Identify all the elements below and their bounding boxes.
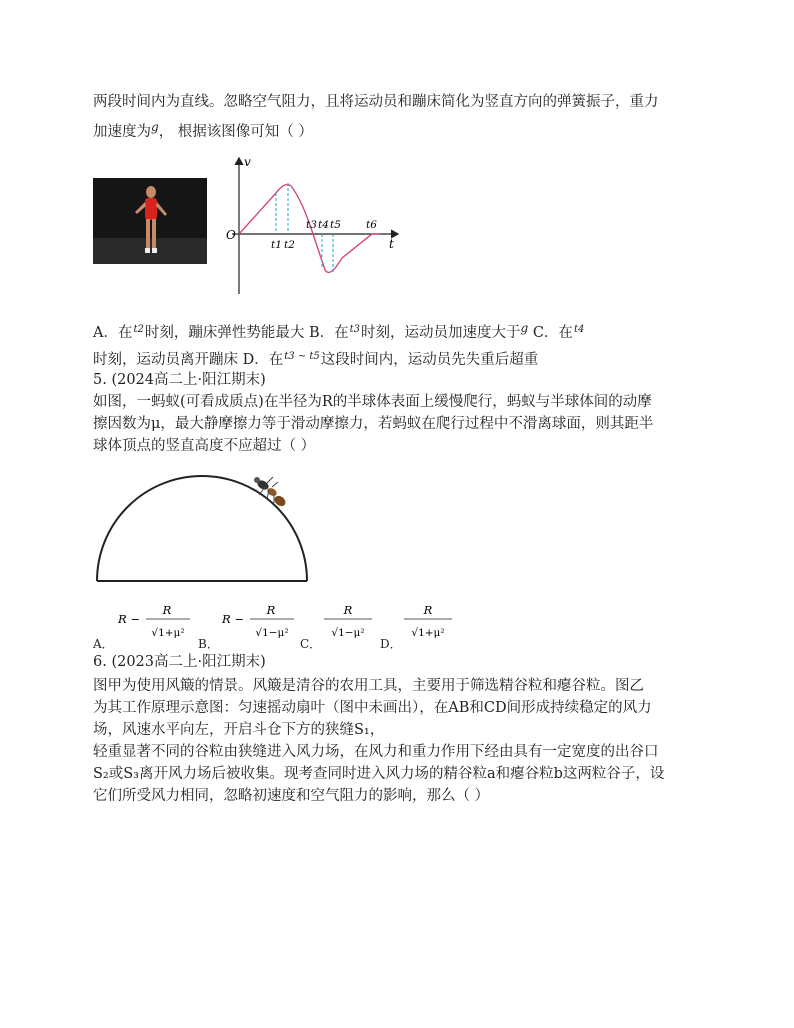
tick-t6: t6 (366, 219, 377, 231)
v-label: v (244, 155, 251, 169)
q5-header: 5. (2024高二上·阳江期末) (93, 372, 266, 388)
q4-option-c-rest: 时刻，运动员离开蹦床 D．在 (93, 352, 284, 368)
q5-text-line2: 擦因数为μ，最大静摩擦力等于滑动摩擦力，若蚂蚁在爬行过程中不滑离球面，则其距半 (93, 416, 654, 432)
tick-t2: t2 (284, 239, 295, 251)
q5-option-a: A． (93, 637, 114, 651)
velocity-time-graph (222, 152, 402, 297)
q4-option-b-g: g (520, 321, 529, 335)
q5-text-line3: 球体顶点的竖直高度不应超过（ ） (93, 438, 316, 454)
q4-option-b-rest: 时刻，运动员加速度大于 (361, 325, 521, 341)
tick-t4: t4 (318, 219, 329, 231)
q4-text-accel: 加速度为 (93, 124, 151, 140)
q5-text-line1: 如图，一蚂蚁(可看成质点)在半径为R的半球体表面上缓慢爬行，蚂蚁与半球体间的动摩 (93, 394, 652, 410)
q5-formula-a-num: R (162, 603, 172, 617)
q5-formula-c-den: √1−μ² (331, 627, 365, 639)
q5-formula-a-left: R − (118, 612, 140, 626)
q5-option-c: C． (300, 637, 322, 651)
q6-text-line3: 场，风速水平向左，开启斗仓下方的狭缝S₁， (93, 722, 385, 738)
q4-g-symbol: g (151, 120, 159, 134)
q4-text-line1: 两段时间内为直线。忽略空气阻力，且将运动员和蹦床简化为竖直方向的弹簧振子，重力 (93, 94, 659, 110)
q5-formula-c-num: R (343, 603, 353, 617)
q5-formula-b-left: R − (222, 612, 244, 626)
q4-options-line2 (93, 347, 538, 370)
q6-text-line2: 为其工作原理示意图：匀速摇动扇叶（图中未画出），在AB和CD间形成持续稳定的风力 (93, 700, 652, 716)
tick-t5: t5 (330, 219, 341, 231)
q6-text-line4: 轻重显著不同的谷粒由狭缝进入风力场，在风力和重力作用下经由具有一定宽度的出谷口 (93, 744, 659, 760)
q4-option-a-rest: 时刻，蹦床弹性势能最大 B．在 (144, 325, 349, 341)
q5-option-d: D． (380, 637, 402, 651)
q6-header: 6. (2023高二上·阳江期末) (93, 654, 266, 670)
q4-option-a-text: A．在 (93, 325, 133, 341)
athlete-figure (93, 178, 207, 264)
q5-formula-a (116, 600, 196, 644)
t-label: t (389, 237, 394, 251)
q5-formula-b (220, 600, 300, 644)
q5-formula-b-den: √1−μ² (255, 627, 289, 639)
trampoline-athlete-photo (93, 178, 207, 264)
q5-formula-d-num: R (423, 603, 433, 617)
q5-formula-d-den: √1+μ² (411, 627, 445, 639)
q4-text-question: ， 根据该图像可知（ ） (158, 124, 313, 140)
tick-t3: t3 (306, 219, 317, 231)
q4-option-c-text: C．在 (532, 325, 573, 341)
q6-text-line1: 图甲为使用风簸的情景。风簸是清谷的农用工具，主要用于筛选精谷粒和瘪谷粒。图乙 (93, 678, 644, 694)
q4-option-b-symbol: t3 (349, 324, 361, 335)
q4-option-d-rest: 这段时间内，运动员先失重后超重 (320, 352, 539, 368)
q5-formula-c (320, 600, 376, 644)
q5-option-b: B． (198, 637, 219, 651)
q6-text-line5: S₂或S₃离开风力场后被收集。现考查同时进入风力场的精谷粒a和瘪谷粒b这两粒谷子，设 (93, 766, 665, 782)
tick-t1: t1 (271, 239, 282, 251)
hemisphere-diagram (93, 465, 313, 585)
q5-formula-b-num: R (266, 603, 276, 617)
q4-options-line1 (93, 318, 585, 343)
q5-formula-d (400, 600, 456, 644)
q5-formula-a-den: √1+μ² (151, 627, 185, 639)
q6-text-line6: 它们所受风力相同，忽略初速度和空气阻力的影响，那么（ ） (93, 788, 490, 804)
q4-text-line2 (93, 117, 313, 142)
q4-option-d-symbol: t3 ~ t5 (284, 351, 320, 362)
q4-option-c-symbol: t4 (573, 324, 585, 335)
q4-option-a-symbol: t2 (133, 324, 144, 335)
origin-label: O (226, 228, 236, 242)
